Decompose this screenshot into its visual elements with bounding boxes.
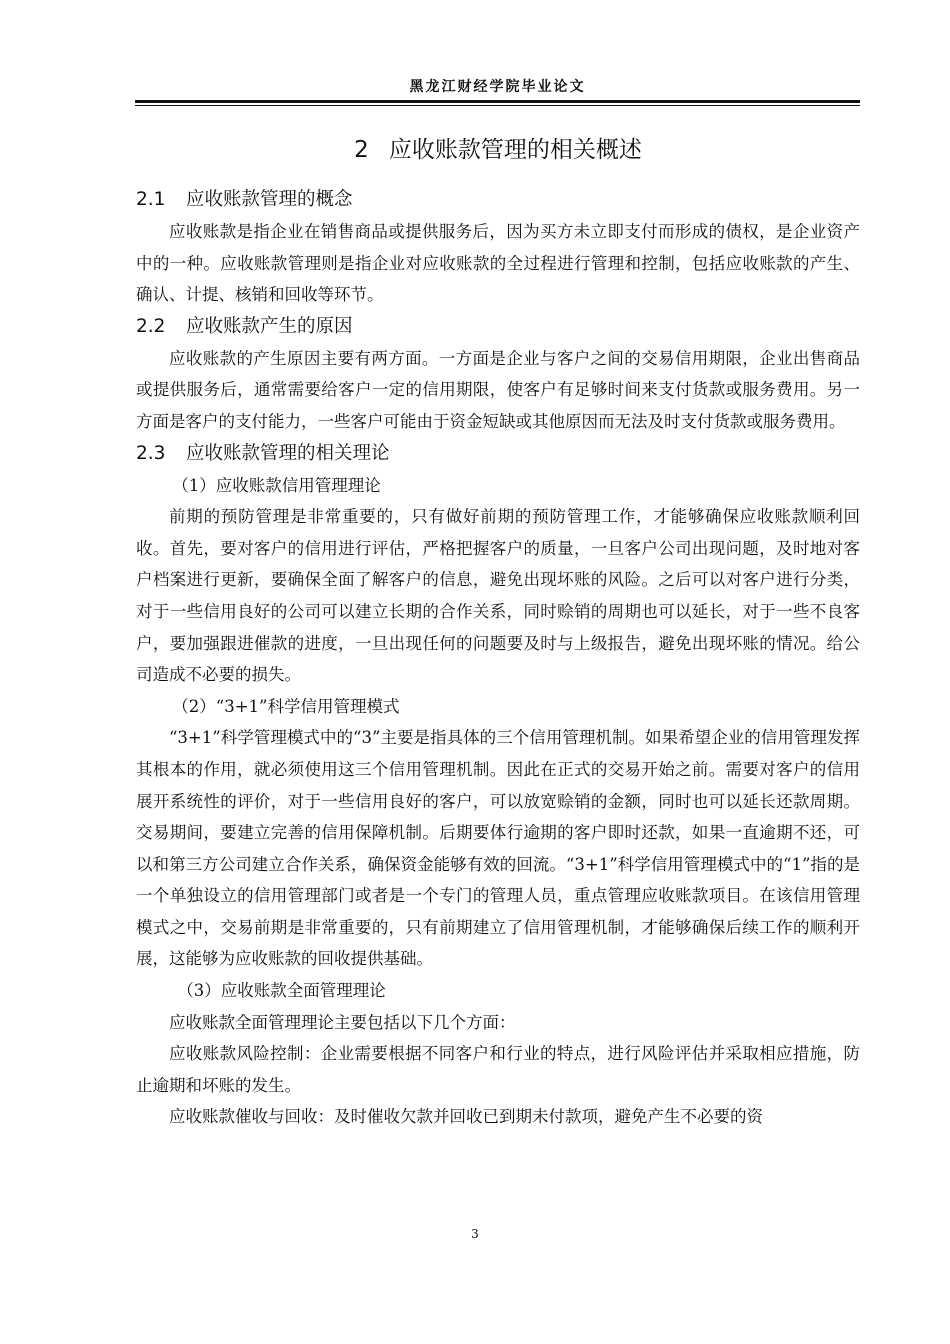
header-rule-thin bbox=[135, 105, 860, 106]
section-heading-2-3 bbox=[136, 438, 860, 470]
section-number: 2.1 bbox=[136, 189, 166, 210]
section-title-text: 应收账款管理的概念 bbox=[186, 189, 353, 210]
section-heading-2-2 bbox=[136, 311, 860, 343]
body-paragraph: 应收账款全面管理理论主要包括以下几个方面： bbox=[169, 1012, 516, 1032]
chapter-title-text: 应收账款管理的相关概述 bbox=[388, 137, 642, 163]
chapter-title bbox=[136, 130, 860, 170]
subsection-heading-1: （1）应收账款信用管理理论 bbox=[172, 475, 381, 495]
subsection-heading-3: （3）应收账款全面管理理论 bbox=[177, 981, 386, 1001]
section-number: 2.2 bbox=[136, 315, 166, 337]
header-rule-thick bbox=[135, 100, 860, 103]
section-heading-2-1 bbox=[136, 184, 860, 216]
body-paragraph: “3+1”科学管理模式中的“3”主要是指具体的三个信用管理机制。如果希望企业的信用管理发挥其根本的作用，就必须使用这三个信用管理机制。因此在正式的交易开始之前。需要对客户的信用展开系统性的评价，对于一些信用良好的客户，可以放宽赊销的金额，同时也可以延长还款周期。交易期间，要建立完善的信用保障机制。后期要体行逾期的客户即时还款，如果一直逾期不还，可以和第三方公司建立合作关系，确保资金能够有效的回流。“3+1”科学信用管理模式中的“1”指的是一个单独设立的信用管理部门或者是一个专门的管理人员，重点管理应收账款项目。在该信用管理模式之中，交易前期是非常重要的，只有前期建立了信用管理机制，才能够确保后续工作的顺利开展，这能够为应收账款的回收提供基础。 bbox=[136, 728, 860, 969]
body-paragraph: 应收账款的产生原因主要有两方面。一方面是企业与客户之间的交易信用期限，企业出售商品或提供服务后，通常需要给客户一定的信用期限，使客户有足够时间来支付货款或服务费用。另一方面是客户的支付能力，一些客户可能由于资金短缺或其他原因而无法及时支付货款或服务费用。 bbox=[136, 348, 860, 431]
page-number: 3 bbox=[471, 1227, 479, 1241]
body-paragraph: 应收账款风险控制：企业需要根据不同客户和行业的特点，进行风险评估并采取相应措施，防止逾期和坏账的发生。 bbox=[136, 1044, 860, 1095]
body-paragraph: 前期的预防管理是非常重要的，只有做好前期的预防管理工作，才能够确保应收账款顺利回收。首先，要对客户的信用进行评估，严格把握客户的质量，一旦客户公司出现问题，及时地对客户档案进行更新，要确保全面了解客户的信息，避免出现坏账的风险。之后可以对客户进行分类，对于一些信用良好的公司可以建立长期的合作关系，同时赊销的周期也可以延长，对于一些不良客户，要加强跟进催款的进度，一旦出现任何的问题要及时与上级报告，避免出现坏账的情况。给公司造成不必要的损失。 bbox=[136, 507, 860, 685]
running-header: 黑龙江财经学院毕业论文 bbox=[409, 79, 586, 95]
section-title-text: 应收账款管理的相关理论 bbox=[186, 442, 390, 464]
subsection-heading-2: （2）“3+1”科学信用管理模式 bbox=[172, 696, 400, 716]
section-title-text: 应收账款产生的原因 bbox=[186, 315, 353, 337]
page-body bbox=[136, 130, 860, 1133]
chapter-number: 2 bbox=[354, 137, 369, 163]
section-number: 2.3 bbox=[136, 442, 166, 464]
body-paragraph: 应收账款催收与回收：及时催收欠款并回收已到期未付款项，避免产生不必要的资 bbox=[169, 1107, 763, 1127]
body-paragraph: 应收账款是指企业在销售商品或提供服务后，因为买方未立即支付而形成的债权，是企业资产中的一种。应收账款管理则是指企业对应收账款的全过程进行管理和控制，包括应收账款的产生、确认、计提、核销和回收等环节。 bbox=[136, 222, 860, 305]
